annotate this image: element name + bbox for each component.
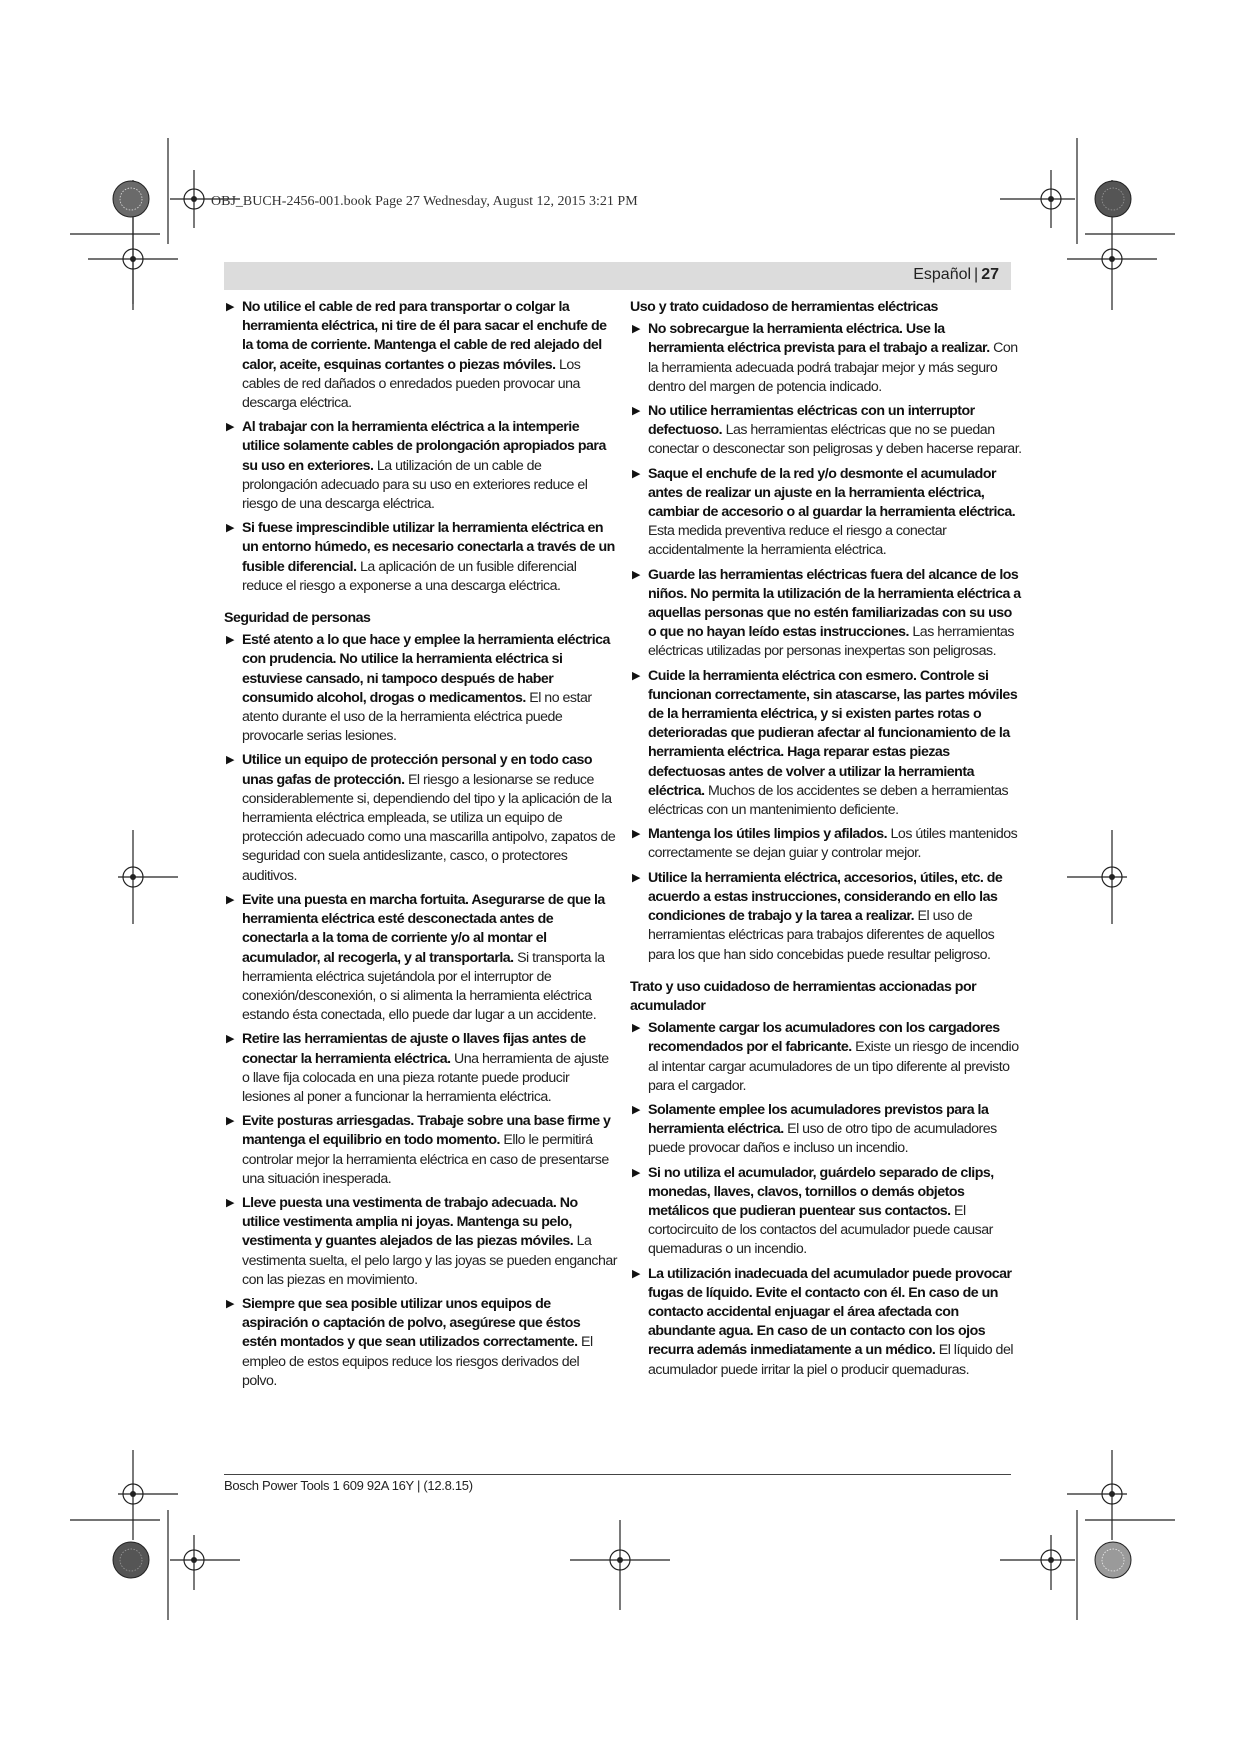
safety-instruction-item (224, 891, 617, 1025)
instruction-bold-text: Utilice un equipo de protección personal y en todo caso unas gafas de protección. (242, 752, 593, 788)
instruction-explanation-text: El cortocircuito de los contactos del acumulador puede causar quemaduras o un incendio. (648, 1202, 993, 1258)
instruction-bold-text: Lleve puesta una vestimenta de trabajo adecuada. No utilice vestimenta amplia ni joyas. Mantenga su pelo, vestimenta y guantes alejados de las piezas móviles. (242, 1194, 578, 1250)
bullet-triangle-icon: ▶ (632, 467, 640, 480)
instruction-bold-text: No sobrecargue la herramienta eléctrica. Use la herramienta eléctrica prevista para el trabajo a realizar. (648, 321, 990, 357)
safety-instruction-item (630, 465, 1023, 561)
instruction-bold-text: Si fuese imprescindible utilizar la herramienta eléctrica en un entorno húmedo, es necesario conectarla a través de un fusible diferencial. (242, 520, 615, 575)
bullet-triangle-icon: ▶ (226, 634, 234, 647)
bullet-triangle-icon: ▶ (226, 1115, 234, 1128)
safety-instruction-item (224, 1112, 617, 1189)
safety-instruction-item (630, 1265, 1023, 1380)
section-heading-acumulador: Trato y uso cuidadoso de herramientas accionadas por acumulador (630, 978, 977, 1014)
bullet-triangle-icon: ▶ (226, 1033, 234, 1046)
instruction-bold-text: Guarde las herramientas eléctricas fuera del alcance de los niños. No permita la utilización de la herramienta eléctrica a aquellas personas que no estén familiarizadas con su uso o que no hayan leído estas instrucciones. (648, 566, 1021, 641)
instruction-bold-text: No utilice el cable de red para transportar o colgar la herramienta eléctrica, ni tire de él para sacar el enchufe de la toma de corriente. Mantenga el cable de red alejado del calor, aceite, esquinas cortantes o piezas móviles. (242, 299, 607, 373)
safety-instruction-item (224, 1295, 617, 1391)
instruction-explanation-text: El no estar atento durante el uso de la herramienta eléctrica puede provocarle serias lesiones. (242, 689, 592, 745)
page-number: 27 (981, 266, 999, 283)
left-column (224, 298, 617, 1396)
bullet-triangle-icon: ▶ (632, 1267, 640, 1280)
header-language: Español (913, 266, 972, 283)
instruction-explanation-text: Los útiles mantenidos correctamente se dejan guiar y controlar mejor. (648, 826, 1018, 862)
safety-instruction-item (224, 1194, 617, 1290)
instruction-bold-text: Mantenga los útiles limpios y afilados. (648, 826, 888, 843)
instruction-explanation-text: Con la herramienta adecuada podrá trabajar mejor y más seguro dentro del margen de potencia indicado. (648, 340, 1018, 395)
section-heading-personas: Seguridad de personas (224, 610, 371, 627)
bullet-triangle-icon: ▶ (226, 301, 234, 313)
bullet-triangle-icon: ▶ (226, 754, 234, 767)
instruction-explanation-text: Si transporta la herramienta eléctrica sujetándola por el interruptor de conexión/desconexión, o si alimenta la herramienta eléctrica estando ésta conectada, ello puede dar lugar a un accidente. (242, 949, 605, 1024)
bullet-triangle-icon: ▶ (632, 828, 640, 841)
bullet-triangle-icon: ▶ (632, 405, 640, 418)
bullet-triangle-icon: ▶ (226, 1297, 234, 1310)
instruction-explanation-text: La vestimenta suelta, el pelo largo y las joyas se pueden enganchar con las piezas en movimiento. (242, 1233, 617, 1288)
bullet-triangle-icon: ▶ (226, 893, 234, 906)
safety-instruction-item (224, 418, 617, 514)
right-items-uso (630, 320, 1023, 965)
instruction-bold-text: No utilice herramientas eléctricas con un interruptor defectuoso. (648, 403, 975, 439)
instruction-bold-text: Saque el enchufe de la red y/o desmonte el acumulador antes de realizar un ajuste en la herramienta eléctrica, cambiar de accesorio o al guardar la herramienta eléctrica. (648, 465, 1016, 521)
safety-instruction-item (630, 1019, 1023, 1096)
safety-instruction-item (224, 751, 617, 885)
instruction-explanation-text: Existe un riesgo de incendio al intentar cargar acumuladores de un tipo diferente al previsto para el cargador. (648, 1039, 1019, 1094)
instruction-bold-text: Utilice la herramienta eléctrica, accesorios, útiles, etc. de acuerdo a estas instrucciones, considerando en ello las condiciones de trabajo y la tarea a realizar. (648, 869, 1003, 925)
bullet-triangle-icon: ▶ (632, 1103, 640, 1116)
page-header (913, 266, 999, 284)
safety-instruction-item (630, 566, 1023, 662)
footer-text: Bosch Power Tools 1 609 92A 16Y | (12.8.15) (224, 1478, 473, 1493)
bullet-triangle-icon: ▶ (226, 421, 234, 434)
bullet-triangle-icon: ▶ (632, 1166, 640, 1179)
safety-instruction-item (224, 631, 617, 746)
footer-rule (224, 1474, 1011, 1475)
safety-instruction-item (630, 1164, 1023, 1260)
page-header-bar (224, 262, 1011, 290)
instruction-bold-text: Solamente cargar los acumuladores con los cargadores recomendados por el fabricante. (648, 1020, 1000, 1056)
instruction-explanation-text: Los cables de red dañados o enredados pueden provocar una descarga eléctrica. (242, 356, 581, 412)
safety-instruction-item (224, 519, 617, 596)
safety-instruction-item (630, 869, 1023, 965)
safety-instruction-item (224, 298, 617, 413)
instruction-explanation-text: El uso de otro tipo de acumuladores puede provocar daños e incluso un incendio. (648, 1121, 997, 1157)
section-heading-uso: Uso y trato cuidadoso de herramientas eléctricas (630, 299, 938, 315)
instruction-explanation-text: Muchos de los accidentes se deben a herramientas eléctricas con un mantenimiento deficiente. (648, 782, 1009, 819)
safety-instruction-item (630, 667, 1023, 821)
bullet-triangle-icon: ▶ (632, 669, 640, 682)
safety-instruction-item (630, 402, 1023, 460)
bullet-triangle-icon: ▶ (632, 1022, 640, 1035)
header-separator: | (974, 266, 979, 283)
safety-instruction-item (224, 1030, 617, 1107)
safety-instruction-item (630, 1101, 1023, 1159)
instruction-bold-text: La utilización inadecuada del acumulador puede provocar fugas de líquido. Evite el contacto con él. En caso de un contacto accidental enjuagar el área afectada con abundante agua. En caso de un contacto con los ojos recurra además inmediatamente a un médico. (648, 1265, 1012, 1359)
right-items-acumulador (630, 1019, 1023, 1380)
instruction-bold-text: Solamente emplee los acumuladores previstos para la herramienta eléctrica. (648, 1101, 989, 1138)
instruction-explanation-text: La aplicación de un fusible diferencial reduce el riesgo a exponerse a una descarga eléctrica. (242, 558, 577, 594)
instruction-bold-text: Retire las herramientas de ajuste o llaves fijas antes de conectar la herramienta eléctrica. (242, 1031, 586, 1067)
file-header: OBJ_BUCH-2456-001.book Page 27 Wednesday, August 12, 2015 3:21 PM (211, 194, 638, 209)
instruction-explanation-text: El riesgo a lesionarse se reduce considerablemente si, dependiendo del tipo y la aplicación de la herramienta eléctrica empleada, se utiliza un equipo de protección adecuado como una mascarilla antipolvo, zapatos de seguridad con suela antideslizante, casco, o protectores auditivos. (242, 771, 616, 884)
instruction-explanation-text: La utilización de un cable de prolongación adecuado para su uso en exteriores reduce el riesgo de una descarga eléctrica. (242, 457, 588, 513)
instruction-explanation-text: Las herramientas eléctricas utilizadas por personas inexpertas son peligrosas. (648, 624, 1015, 660)
instruction-explanation-text: Las herramientas eléctricas que no se puedan conectar o desconectar son peligrosas y deben hacerse reparar. (648, 422, 1022, 458)
instruction-bold-text: Siempre que sea posible utilizar unos equipos de aspiración o captación de polvo, asegúrese que éstos estén montados y que sean utilizados correctamente. (242, 1295, 581, 1351)
left-items-personas (224, 631, 617, 1391)
left-items-general (224, 298, 617, 596)
safety-instruction-item (630, 825, 1023, 863)
instruction-explanation-text: Esta medida preventiva reduce el riesgo a conectar accidentalmente la herramienta eléctrica. (648, 523, 947, 559)
instruction-bold-text: Evite una puesta en marcha fortuita. Asegurarse de que la herramienta eléctrica esté desconectada antes de conectarla a la toma de corriente y/o al montar el acumulador, al recogerla, y al transportarla. (242, 891, 605, 966)
instruction-explanation-text: El uso de herramientas eléctricas para trabajos diferentes de aquellos para los que han sido concebidas puede resultar peligroso. (648, 908, 995, 963)
instruction-bold-text: Al trabajar con la herramienta eléctrica a la intemperie utilice solamente cables de prolongación apropiados para su uso en exteriores. (242, 419, 606, 474)
bullet-triangle-icon: ▶ (226, 1196, 234, 1209)
bullet-triangle-icon: ▶ (632, 871, 640, 884)
instruction-explanation-text: Ello le permitirá controlar mejor la herramienta eléctrica en caso de presentarse una situación inesperada. (242, 1132, 609, 1187)
instruction-bold-text: Cuide la herramienta eléctrica con esmero. Controle si funcionan correctamente, sin atascarse, las partes móviles de la herramienta eléctrica, y si existen partes rotas o deterioradas que pudieran afectar al funcionamiento de la herramienta eléctrica. Haga reparar estas piezas defectuosas antes de volver a utilizar la herramienta eléctrica. (648, 667, 1018, 799)
instruction-bold-text: Esté atento a lo que hace y emplee la herramienta eléctrica con prudencia. No utilice la herramienta eléctrica si estuviese cansado, ni tampoco después de haber consumido alcohol, drogas o medicamentos. (242, 632, 610, 706)
instruction-bold-text: Evite posturas arriesgadas. Trabaje sobre una base firme y mantenga el equilibrio en todo momento. (242, 1113, 611, 1149)
right-column (630, 298, 1023, 1385)
bullet-triangle-icon: ▶ (226, 522, 234, 535)
instruction-explanation-text: Una herramienta de ajuste o llave fija colocada en una pieza rotante puede producir lesiones al poner a funcionar la herramienta eléctrica. (242, 1050, 609, 1105)
safety-instruction-item (630, 320, 1023, 397)
instruction-explanation-text: El empleo de estos equipos reduce los riesgos derivados del polvo. (242, 1334, 593, 1389)
instruction-explanation-text: El líquido del acumulador puede irritar la piel o producir quemaduras. (648, 1342, 1013, 1378)
instruction-bold-text: Si no utiliza el acumulador, guárdelo separado de clips, monedas, llaves, clavos, tornillos o demás objetos metálicos que pudieran puentear sus contactos. (648, 1164, 994, 1219)
bullet-triangle-icon: ▶ (632, 568, 640, 581)
bullet-triangle-icon: ▶ (632, 323, 640, 336)
